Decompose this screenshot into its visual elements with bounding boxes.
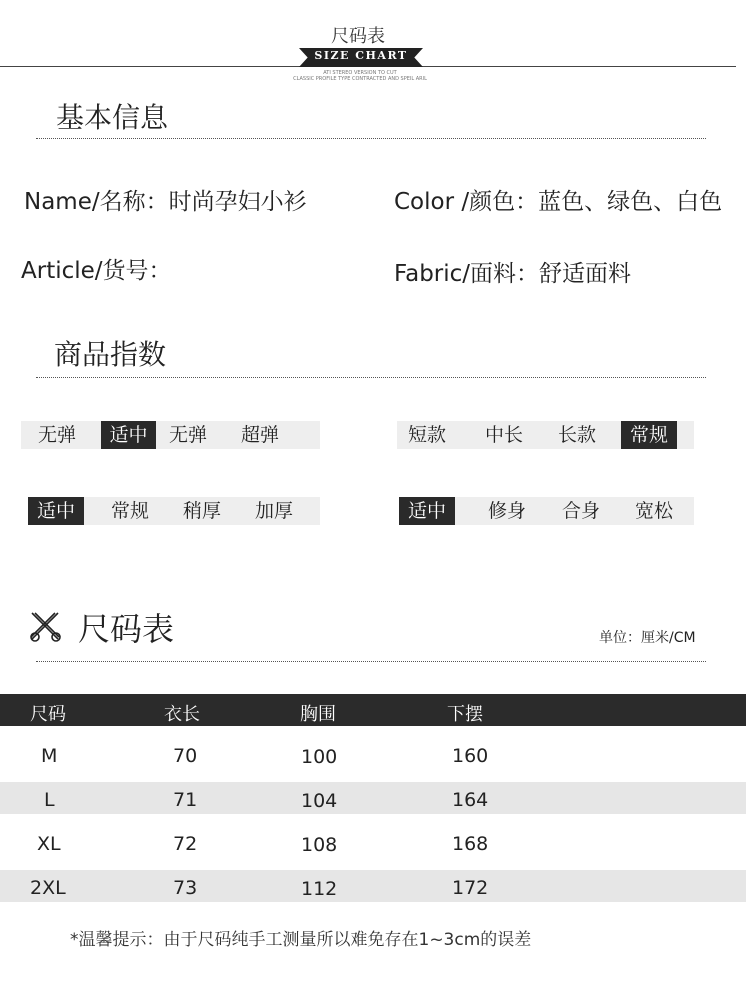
tag-option: 无弹: [168, 424, 207, 446]
dotted-divider: [36, 377, 706, 378]
tag-option-selected: 适中: [28, 497, 84, 525]
fit-row: [399, 497, 694, 525]
length-row: [397, 421, 694, 449]
unit-label: 单位：厘米/CM: [599, 630, 696, 646]
thickness-row: [28, 497, 320, 525]
table-cell: 100: [301, 746, 338, 768]
tiny-caption-1: ATI STEREO VERSION TO CUT: [323, 70, 397, 76]
page-title: 尺码表: [331, 26, 385, 47]
product-name: Name/名称：时尚孕妇小衫: [24, 189, 307, 215]
tag-option: 合身: [561, 500, 600, 522]
table-cell: 112: [301, 878, 338, 900]
size-tip-note: *温馨提示：由于尺码纯手工测量所以难免存在1~3cm的误差: [70, 930, 532, 950]
basic-info-heading: 基本信息: [56, 101, 169, 134]
tag-option: 宽松: [634, 500, 673, 522]
column-header-size: 尺码: [30, 704, 66, 725]
tag-option: 加厚: [254, 500, 293, 522]
table-row-stripe: [0, 870, 746, 902]
product-article: Article/货号：: [21, 258, 172, 284]
table-cell: 2XL: [30, 877, 66, 899]
column-header-bust: 胸围: [300, 704, 336, 725]
table-cell: 108: [301, 834, 338, 856]
table-cell: 168: [452, 833, 489, 855]
table-cell: XL: [37, 833, 61, 855]
product-fabric: Fabric/面料：舒适面料: [394, 261, 632, 287]
dotted-divider: [36, 138, 706, 139]
table-cell: 164: [452, 789, 489, 811]
table-cell: 71: [173, 789, 198, 811]
ribbon-label: SIZE CHART: [314, 49, 408, 62]
tag-option: 短款: [407, 424, 446, 446]
tag-option-selected: 适中: [399, 497, 455, 525]
tag-option-selected: 适中: [101, 421, 156, 449]
table-cell: L: [44, 789, 55, 811]
tag-option: 无弹: [37, 424, 76, 446]
product-index-heading: 商品指数: [54, 338, 167, 371]
tag-option: 中长: [484, 424, 523, 446]
tag-option: 常规: [110, 500, 149, 522]
column-header-hem: 下摆: [447, 704, 483, 725]
size-chart-heading: 尺码表: [78, 610, 175, 648]
scissors-icon: [28, 609, 62, 643]
table-header: [0, 694, 746, 726]
tag-option: 长款: [557, 424, 596, 446]
table-cell: 160: [452, 745, 489, 767]
column-header-length: 衣长: [164, 704, 200, 725]
tag-option-selected: 常规: [621, 421, 677, 449]
tag-option: 修身: [487, 500, 526, 522]
elasticity-row: [21, 421, 320, 449]
tag-option: 超弹: [240, 424, 279, 446]
tag-option: 稍厚: [182, 500, 221, 522]
table-cell: 104: [301, 790, 338, 812]
table-cell: 70: [173, 745, 198, 767]
table-cell: 72: [173, 833, 198, 855]
product-color: Color /颜色：蓝色、绿色、白色: [394, 189, 723, 215]
table-cell: M: [41, 745, 58, 767]
table-cell: 172: [452, 877, 489, 899]
tiny-caption-2: CLASSIC PROFILE TYPE CONTRACTED AND SPEIL ARIL: [293, 76, 427, 82]
table-cell: 73: [173, 877, 198, 899]
table-row-stripe: [0, 782, 746, 814]
dotted-divider: [36, 661, 706, 662]
